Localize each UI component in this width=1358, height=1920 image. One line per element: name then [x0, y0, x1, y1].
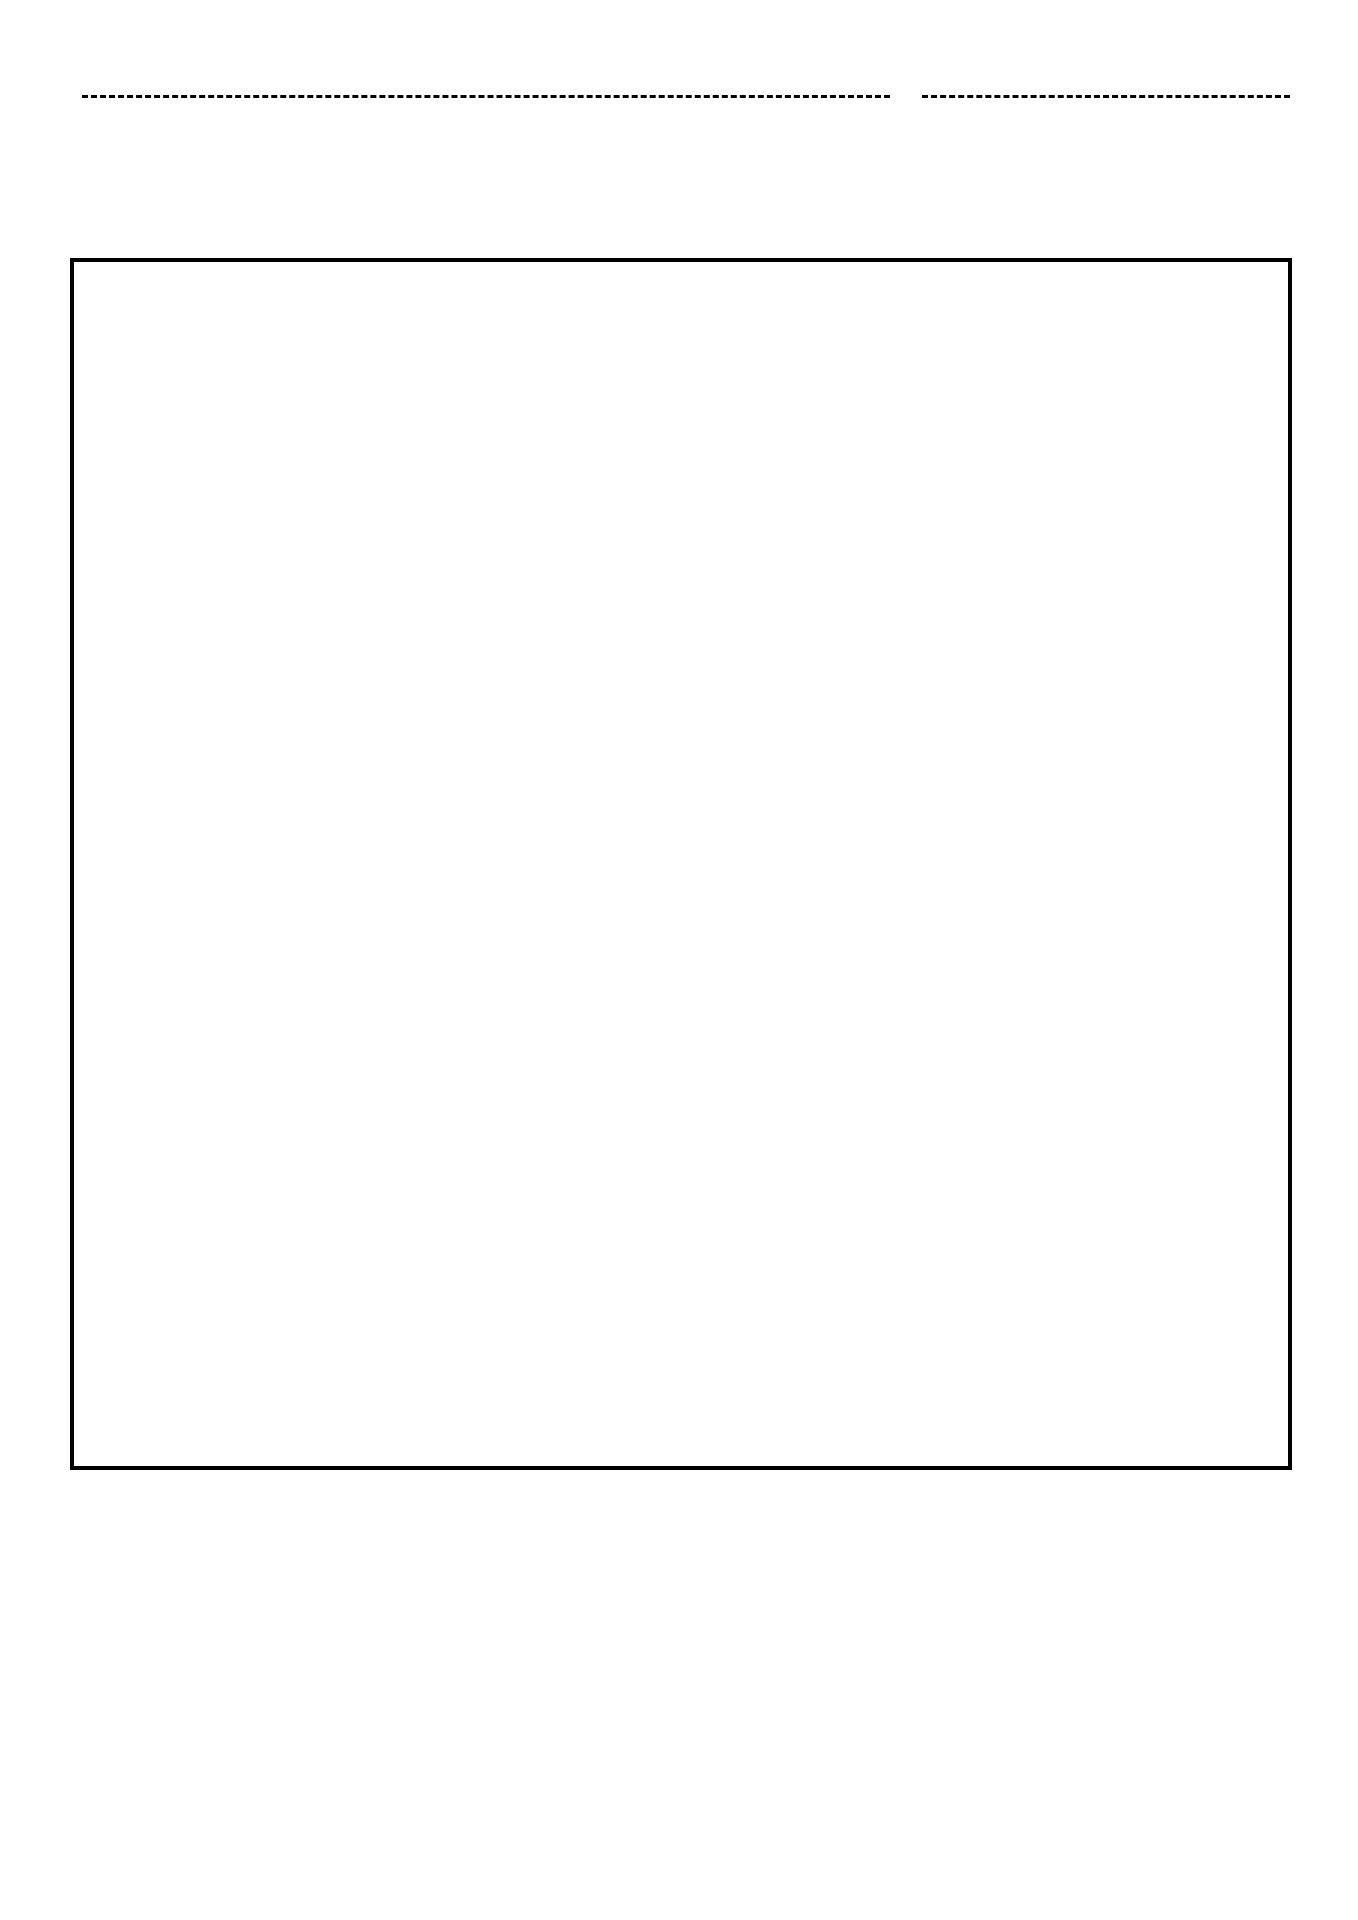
date-field[interactable]	[910, 66, 1290, 106]
word-search-grid	[70, 258, 1292, 1470]
name-field[interactable]	[70, 66, 890, 106]
name-underline	[82, 95, 890, 98]
date-underline	[922, 95, 1290, 98]
